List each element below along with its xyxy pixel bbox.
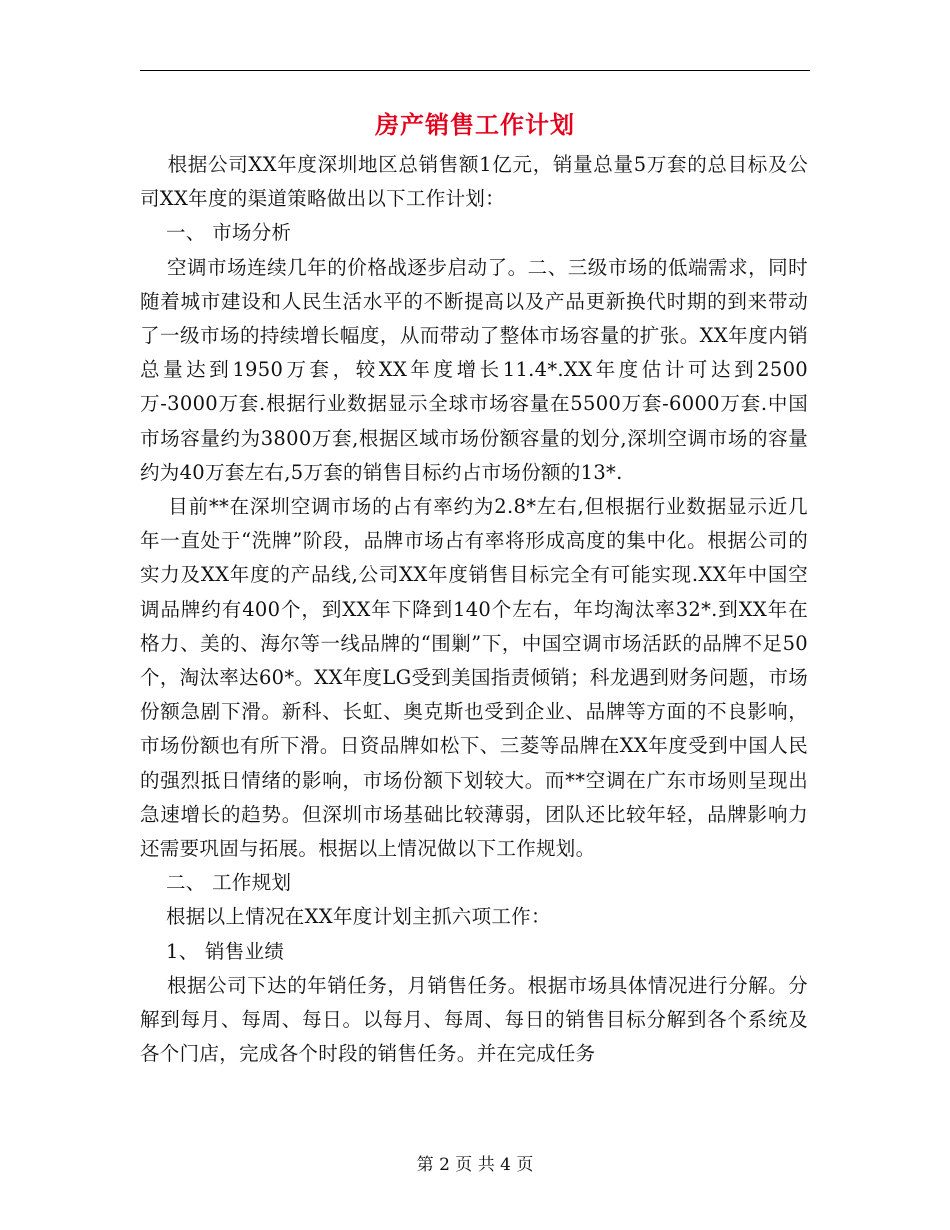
paragraph-intro: 根据公司XX年度深圳地区总销售额1亿元，销量总量5万套的总目标及公司XX年度的渠道策略做出以下工作计划：: [140, 153, 809, 211]
paragraph-plan-intro: 根据以上情况在XX年度计划主抓六项工作：: [140, 905, 551, 929]
section-heading-market-analysis: 一、 市场分析: [140, 221, 292, 245]
document-body: [140, 148, 808, 1071]
header-rule: [140, 70, 810, 71]
paragraph-market-overview: 空调市场连续几年的价格战逐步启动了。二、三级市场的低端需求，同时随着城市建设和人民生活水平的不断提高以及产品更新换代时期的到来带动了一级市场的持续增长幅度，从而带动了整体市场容量的扩张。XX年度内销总量达到1950万套，较XX年度增长11.4*.XX年度估计可达到2500万-3000万套.根据行业数据显示全球市场容量在5500万套-6000万套.中国市场容量约为3800万套,根据区域市场份额容量的划分,深圳空调市场的容量约为40万套左右,5万套的销售目标约占市场份额的13*.: [140, 255, 808, 484]
section-heading-work-plan: 二、 工作规划: [140, 871, 292, 895]
paragraph-brand-competition: 目前**在深圳空调市场的占有率约为2.8*左右,但根据行业数据显示近几年一直处于“洗牌”阶段，品牌市场占有率将形成高度的集中化。根据公司的实力及XX年度的产品线,公司XX年度销售目标完全有可能实现.XX年中国空调品牌约有400个，到XX年下降到140个左右，年均淘汰率32*.到XX年在格力、美的、海尔等一线品牌的“围剿”下，中国空调市场活跃的品牌不足50个，淘汰率达60*。XX年度LG受到美国指责倾销；科龙遇到财务问题，市场份额急剧下滑。新科、长虹、奥克斯也受到企业、品牌等方面的不良影响，市场份额也有所下滑。日资品牌如松下、三菱等品牌在XX年度受到中国人民的强烈抵日情绪的影响，市场份额下划较大。而**空调在广东市场则呈现出急速增长的趋势。但深圳市场基础比较薄弱，团队还比较年轻，品牌影响力还需要巩固与拓展。根据以上情况做以下工作规划。: [140, 495, 808, 861]
document-title: 房产销售工作计划: [375, 111, 575, 139]
page-footer: 第 2 页 共 4 页: [416, 1155, 534, 1175]
subheading-sales-performance: 1、 销售业绩: [140, 939, 285, 963]
paragraph-sales-breakdown: 根据公司下达的年销任务，月销售任务。根据市场具体情况进行分解。分解到每月、每周、每日。以每月、每周、每日的销售目标分解到各个系统及各个门店，完成各个时段的销售任务。并在完成任务: [140, 973, 808, 1066]
